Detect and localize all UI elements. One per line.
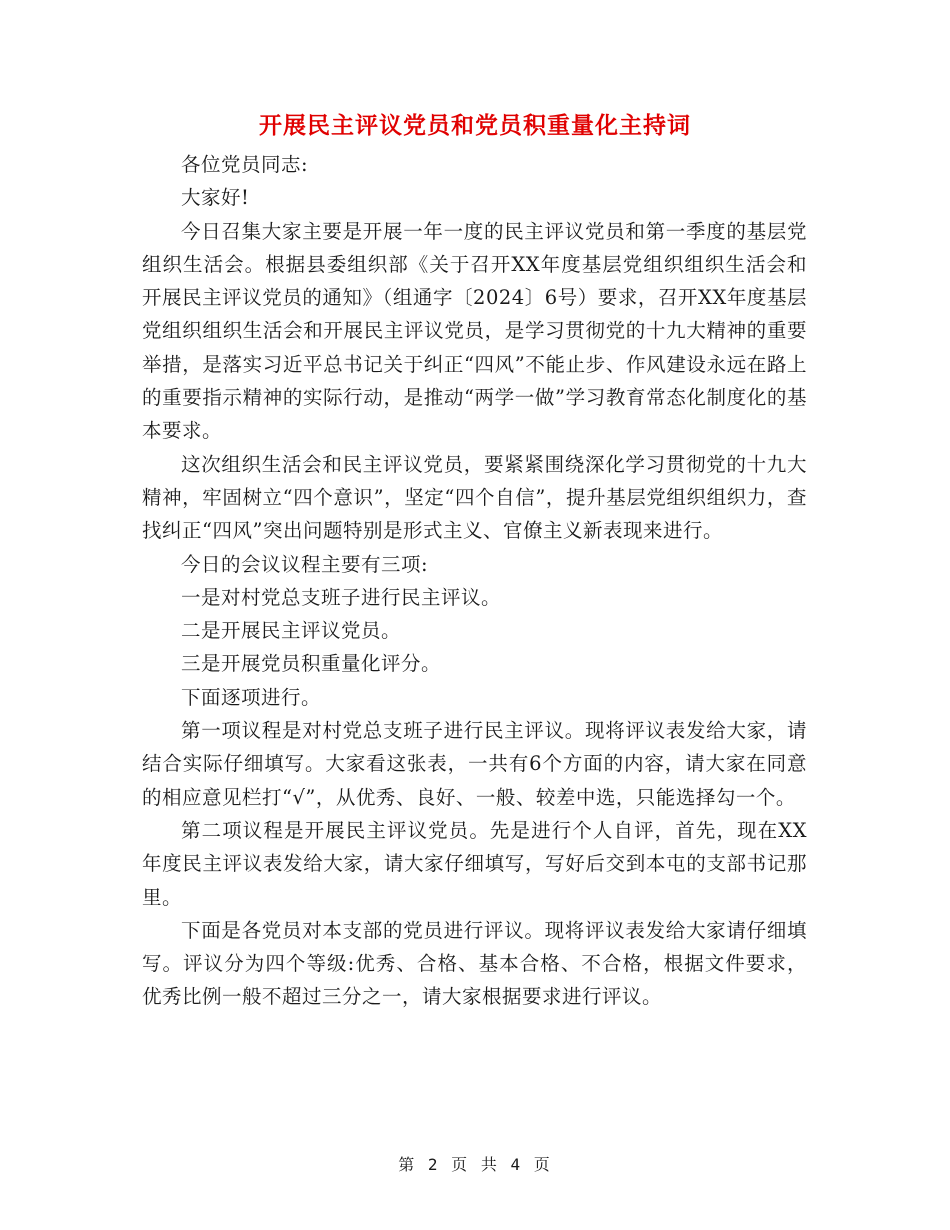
paragraph-second-item: 第二项议程是开展民主评议党员。先是进行个人自评，首先，现在XX年度民主评议表发给大家，请大家仔细填写，写好后交到本屯的支部书记那里。 bbox=[142, 818, 807, 909]
paragraph-agenda-heading: 今日的会议议程主要有三项: bbox=[181, 552, 429, 576]
paragraph-purpose: 这次组织生活会和民主评议党员，要紧紧围绕深化学习贯彻党的十九大精神，牢固树立“四个意识”，坚定“四个自信”，提升基层党组织组织力，查找纠正“四风”突出问题特别是形式主义、官僚主义新表现来进行。 bbox=[142, 452, 807, 543]
paragraph-peer-review: 下面是各党员对本支部的党员进行评议。现将评议表发给大家请仔细填写。评议分为四个等级:优秀、合格、基本合格、不合格，根据文件要求，优秀比例一般不超过三分之一，请大家根据要求进行评议。 bbox=[142, 918, 807, 1009]
document-body bbox=[142, 148, 807, 1014]
paragraph-agenda-item-1: 一是对村党总支班子进行民主评议。 bbox=[181, 585, 502, 609]
page-number-footer: 第 2 页 共 4 页 bbox=[398, 1155, 552, 1174]
paragraph-intro: 今日召集大家主要是开展一年一度的民主评议党员和第一季度的基层党组织生活会。根据县委组织部《关于召开XX年度基层党组织组织生活会和开展民主评议党员的通知》（组通字〔2024〕6号）要求，召开XX年度基层党组织组织生活会和开展民主评议党员，是学习贯彻党的十九大精神的重要举措，是落实习近平总书记关于纠正“四风”不能止步、作风建设永远在路上的重要指示精神的实际行动，是推动“两学一做”学习教育常态化制度化的基本要求。 bbox=[142, 219, 807, 443]
paragraph-agenda-item-2: 二是开展民主评议党员。 bbox=[181, 619, 402, 643]
paragraph-first-item: 第一项议程是对村党总支班子进行民主评议。现将评议表发给大家，请结合实际仔细填写。大家看这张表，一共有6个方面的内容，请大家在同意的相应意见栏打“√”，从优秀、良好、一般、较差中选，只能选择勾一个。 bbox=[142, 719, 807, 809]
paragraph-greeting: 大家好! bbox=[181, 186, 250, 210]
paragraph-agenda-item-3: 三是开展党员积重量化评分。 bbox=[181, 652, 442, 676]
paragraph-salutation: 各位党员同志: bbox=[181, 153, 309, 176]
document-title: 开展民主评议党员和党员积重量化主持词 bbox=[259, 112, 691, 139]
paragraph-proceed: 下面逐项进行。 bbox=[181, 685, 322, 709]
